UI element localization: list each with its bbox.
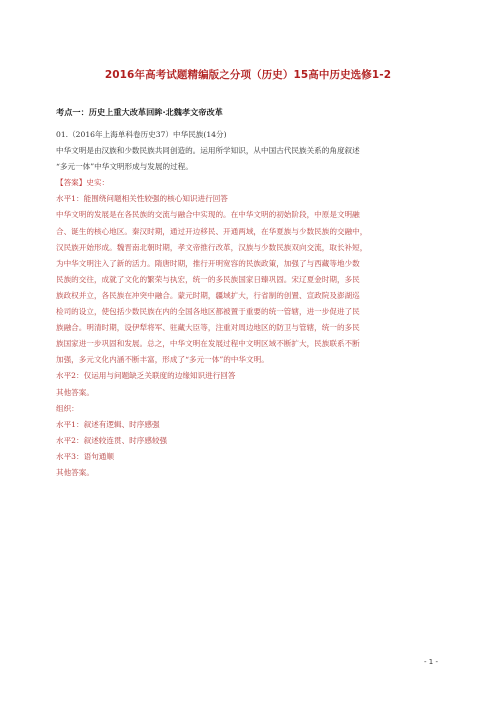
question-source: 01.（2016年上海单科卷历史37）中华民族(14分)	[56, 130, 227, 139]
answer-level-2: 水平2：仅运用与问题缺乏关联度的边缘知识进行回答	[56, 371, 236, 381]
organization-level-3: 水平3：语句通顺	[56, 451, 114, 461]
organization-level-1: 水平1：叙述有逻辑、时序感强	[56, 419, 160, 429]
other-answers-1: 其他答案。	[56, 387, 94, 397]
answer-level-1: 水平1：能围绕问题相关性较强的核心知识进行回答	[56, 194, 228, 204]
section-heading: 考点一：历史上重大改革回眸·北魏孝文帝改革	[56, 107, 223, 117]
answer-paragraph-line: 检司的设立，使包括少数民族在内的全国各地区都被置于重要的统一管辖，进一步促进了民	[56, 307, 360, 317]
document-body	[56, 127, 440, 481]
answer-paragraph-line: 汉民族开始形成。魏晋南北朝时期，孝文帝推行改革，汉族与少数民族双向交流，取长补短，	[56, 242, 368, 252]
question-text-line-1: 中华文明是由汉族和少数民族共同创造的。运用所学知识，从中国古代民族关系的角度叙述	[56, 146, 360, 156]
other-answers-2: 其他答案。	[56, 467, 94, 477]
organization-level-2: 水平2：叙述较连贯、时序感较强	[56, 435, 168, 445]
answer-paragraph-line: 合、诞生的核心地区。秦汉时期，通过开边移民、开通两域，在华夏族与少数民族的交融中，	[56, 226, 368, 236]
answer-paragraph-line: 中华文明的发展是在各民族的交流与融合中实现的。在中华文明的初始阶段，中原是文明融	[56, 210, 360, 220]
answer-paragraph-line: 族政权并立，各民族在冲突中融合。蒙元时期，疆域扩大，行省制的创置、宣政院及澎湖巡	[56, 290, 360, 300]
answer-paragraph-line: 族国家进一步巩固和发展。总之，中华文明在发展过程中文明区域不断扩大，民族联系不断	[56, 339, 360, 349]
answer-paragraph-line: 族融合。明清时期，设伊犁将军、驻藏大臣等，注重对周边地区的防卫与管辖，统一的多民	[56, 323, 360, 333]
organization-label: 组织：	[56, 403, 79, 413]
question-text-line-2: “多元一体”中华文明形成与发展的过程。	[56, 162, 193, 172]
document-title: 2016年高考试题精编版之分项（历史）15高中历史选修1-2	[104, 69, 392, 81]
page-number: - 1 -	[424, 658, 438, 666]
answer-paragraph-line: 民族的交往，成就了文化的繁荣与执宏，统一的多民族国家日臻巩固。宋辽夏金时期，多民	[56, 274, 360, 284]
answer-label: 【答案】史实：	[56, 178, 110, 188]
answer-paragraph-line: 为中华文明注入了新的活力。隋唐时期，推行开明宽容的民族政策，加强了与西藏等地少数	[56, 258, 360, 268]
answer-paragraph-line: 加强，多元文化内涵不断丰富，形成了“多元一体”的中华文明。	[56, 355, 269, 365]
